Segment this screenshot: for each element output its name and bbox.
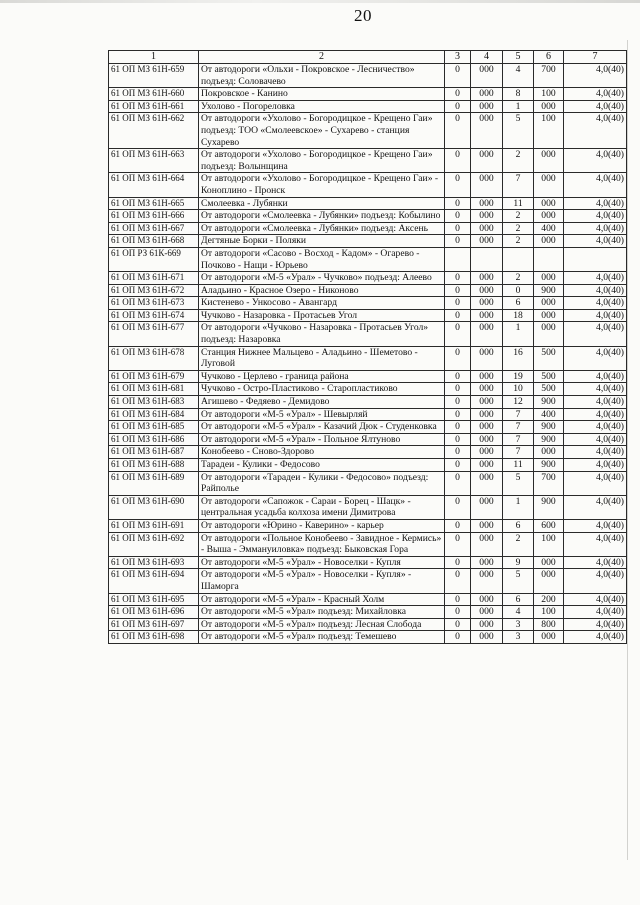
table-row [109, 272, 627, 285]
load-cell: 4,0(40) [564, 606, 627, 619]
end-m-cell: 800 [534, 618, 564, 631]
road-name-cell: Покровское - Канино [199, 88, 445, 101]
end-m-cell: 900 [534, 396, 564, 409]
load-cell: 4,0(40) [564, 569, 627, 593]
load-cell: 4,0(40) [564, 459, 627, 472]
table-row [109, 222, 627, 235]
load-cell: 4,0(40) [564, 346, 627, 370]
load-cell: 4,0(40) [564, 100, 627, 113]
page-number: 20 [354, 6, 372, 25]
load-cell: 4,0(40) [564, 284, 627, 297]
start-m-cell: 000 [471, 235, 503, 248]
end-km-cell: 7 [503, 421, 534, 434]
start-m-cell: 000 [471, 569, 503, 593]
start-m-cell: 000 [471, 471, 503, 495]
start-km-cell: 0 [445, 556, 471, 569]
load-cell: 4,0(40) [564, 210, 627, 223]
table-row [109, 471, 627, 495]
end-m-cell: 000 [534, 297, 564, 310]
end-km-cell: 16 [503, 346, 534, 370]
road-name-cell: От автодороги «Сапожок - Сараи - Борец - Шацк» - центральная усадьба колхоза имени Димитрова [199, 495, 445, 519]
table-row [109, 593, 627, 606]
road-name-cell: От автодороги «М-5 «Урал» - Польное Ялтуново [199, 433, 445, 446]
end-m-cell: 700 [534, 64, 564, 88]
end-km-cell: 2 [503, 149, 534, 173]
start-m-cell: 000 [471, 309, 503, 322]
table-row [109, 556, 627, 569]
end-km-cell [503, 247, 534, 271]
end-km-cell: 6 [503, 593, 534, 606]
end-km-cell: 5 [503, 569, 534, 593]
start-km-cell: 0 [445, 471, 471, 495]
end-m-cell: 200 [534, 593, 564, 606]
end-m-cell: 500 [534, 346, 564, 370]
start-km-cell: 0 [445, 383, 471, 396]
start-km-cell: 0 [445, 88, 471, 101]
end-m-cell: 000 [534, 210, 564, 223]
end-m-cell: 000 [534, 197, 564, 210]
table-row [109, 606, 627, 619]
table-row [109, 408, 627, 421]
load-cell: 4,0(40) [564, 556, 627, 569]
table-row [109, 235, 627, 248]
end-m-cell: 900 [534, 495, 564, 519]
end-m-cell: 000 [534, 446, 564, 459]
end-km-cell: 9 [503, 556, 534, 569]
table-row [109, 383, 627, 396]
road-id-cell: 61 ОП МЗ 61Н-697 [109, 618, 199, 631]
road-id-cell: 61 ОП МЗ 61Н-690 [109, 495, 199, 519]
road-id-cell: 61 ОП МЗ 61Н-664 [109, 173, 199, 197]
load-cell: 4,0(40) [564, 149, 627, 173]
start-km-cell: 0 [445, 631, 471, 644]
start-m-cell: 000 [471, 100, 503, 113]
start-m-cell: 000 [471, 519, 503, 532]
start-m-cell [471, 247, 503, 271]
start-m-cell: 000 [471, 222, 503, 235]
end-km-cell: 6 [503, 519, 534, 532]
end-m-cell: 100 [534, 532, 564, 556]
end-m-cell: 900 [534, 433, 564, 446]
road-id-cell: 61 ОП МЗ 61Н-683 [109, 396, 199, 409]
load-cell: 4,0(40) [564, 532, 627, 556]
road-name-cell: От автодороги «Ухолово - Богородицкое - Крещено Гаи» подъезд: Волынщина [199, 149, 445, 173]
end-km-cell: 0 [503, 284, 534, 297]
road-name-cell: Дегтяные Борки - Поляки [199, 235, 445, 248]
table-row [109, 173, 627, 197]
road-id-cell: 61 ОП МЗ 61Н-668 [109, 235, 199, 248]
start-km-cell: 0 [445, 593, 471, 606]
road-id-cell: 61 ОП МЗ 61Н-673 [109, 297, 199, 310]
table-row [109, 495, 627, 519]
column-header: 6 [534, 51, 564, 64]
column-header: 4 [471, 51, 503, 64]
start-m-cell: 000 [471, 421, 503, 434]
end-km-cell: 5 [503, 471, 534, 495]
road-name-cell: От автодороги «Юрино - Каверино» - карьер [199, 519, 445, 532]
road-name-cell: Кистенево - Ункосово - Авангард [199, 297, 445, 310]
start-km-cell: 0 [445, 618, 471, 631]
end-m-cell: 000 [534, 149, 564, 173]
start-km-cell: 0 [445, 149, 471, 173]
load-cell: 4,0(40) [564, 519, 627, 532]
start-m-cell: 000 [471, 631, 503, 644]
load-cell: 4,0(40) [564, 64, 627, 88]
end-m-cell: 000 [534, 322, 564, 346]
start-m-cell: 000 [471, 433, 503, 446]
start-m-cell: 000 [471, 396, 503, 409]
road-id-cell: 61 ОП МЗ 61Н-659 [109, 64, 199, 88]
start-km-cell: 0 [445, 346, 471, 370]
start-m-cell: 000 [471, 322, 503, 346]
table-header-row [109, 51, 627, 64]
load-cell: 4,0(40) [564, 113, 627, 149]
road-id-cell: 61 ОП МЗ 61Н-671 [109, 272, 199, 285]
table-body [109, 64, 627, 644]
start-km-cell: 0 [445, 197, 471, 210]
end-m-cell: 000 [534, 556, 564, 569]
end-m-cell: 100 [534, 88, 564, 101]
road-name-cell: От автодороги «М-5 «Урал» - Красный Холм [199, 593, 445, 606]
start-km-cell: 0 [445, 210, 471, 223]
road-id-cell: 61 ОП МЗ 61Н-667 [109, 222, 199, 235]
start-km-cell: 0 [445, 113, 471, 149]
start-km-cell: 0 [445, 433, 471, 446]
table-row [109, 459, 627, 472]
table-row [109, 346, 627, 370]
start-km-cell [445, 247, 471, 271]
start-km-cell: 0 [445, 606, 471, 619]
end-km-cell: 3 [503, 631, 534, 644]
road-id-cell: 61 ОП МЗ 61Н-661 [109, 100, 199, 113]
scan-margin-line [627, 40, 628, 860]
start-m-cell: 000 [471, 618, 503, 631]
end-km-cell: 19 [503, 370, 534, 383]
road-id-cell: 61 ОП МЗ 61Н-692 [109, 532, 199, 556]
end-km-cell: 7 [503, 173, 534, 197]
column-header: 7 [564, 51, 627, 64]
road-name-cell: От автодороги «М-5 «Урал» - Новоселки - Купля [199, 556, 445, 569]
end-km-cell: 8 [503, 88, 534, 101]
end-m-cell: 400 [534, 222, 564, 235]
start-km-cell: 0 [445, 532, 471, 556]
end-km-cell: 10 [503, 383, 534, 396]
table-row [109, 210, 627, 223]
end-km-cell: 11 [503, 459, 534, 472]
table-row [109, 433, 627, 446]
start-m-cell: 000 [471, 297, 503, 310]
table-row [109, 322, 627, 346]
end-m-cell: 000 [534, 309, 564, 322]
table-row [109, 64, 627, 88]
road-name-cell: От автодороги «Ухолово - Богородицкое - Крещено Гаи» - Коноплино - Пронск [199, 173, 445, 197]
load-cell: 4,0(40) [564, 433, 627, 446]
load-cell: 4,0(40) [564, 222, 627, 235]
load-cell: 4,0(40) [564, 272, 627, 285]
start-m-cell: 000 [471, 197, 503, 210]
start-km-cell: 0 [445, 272, 471, 285]
end-km-cell: 7 [503, 433, 534, 446]
table-row [109, 532, 627, 556]
start-m-cell: 000 [471, 64, 503, 88]
load-cell: 4,0(40) [564, 446, 627, 459]
load-cell [564, 247, 627, 271]
table-row [109, 618, 627, 631]
road-name-cell: От автодороги «Ольхи - Покровское - Лесничество» подъезд: Соловачево [199, 64, 445, 88]
start-km-cell: 0 [445, 370, 471, 383]
load-cell: 4,0(40) [564, 322, 627, 346]
start-m-cell: 000 [471, 408, 503, 421]
end-m-cell: 100 [534, 606, 564, 619]
end-m-cell: 000 [534, 631, 564, 644]
load-cell: 4,0(40) [564, 471, 627, 495]
road-name-cell: От автодороги «Польное Конобеево - Завидное - Кермись» - Выша - Эммануиловка» подъезд: Быковская Гора [199, 532, 445, 556]
end-km-cell: 6 [503, 297, 534, 310]
load-cell: 4,0(40) [564, 370, 627, 383]
road-name-cell: Агишево - Федяево - Демидово [199, 396, 445, 409]
table-row [109, 149, 627, 173]
start-km-cell: 0 [445, 519, 471, 532]
road-id-cell: 61 ОП МЗ 61Н-689 [109, 471, 199, 495]
start-km-cell: 0 [445, 446, 471, 459]
road-id-cell: 61 ОП МЗ 61Н-681 [109, 383, 199, 396]
start-m-cell: 000 [471, 459, 503, 472]
end-m-cell: 600 [534, 519, 564, 532]
road-id-cell: 61 ОП МЗ 61Н-691 [109, 519, 199, 532]
load-cell: 4,0(40) [564, 297, 627, 310]
start-m-cell: 000 [471, 173, 503, 197]
road-id-cell: 61 ОП МЗ 61Н-665 [109, 197, 199, 210]
start-m-cell: 000 [471, 495, 503, 519]
start-m-cell: 000 [471, 532, 503, 556]
road-id-cell: 61 ОП РЗ 61К-669 [109, 247, 199, 271]
start-km-cell: 0 [445, 495, 471, 519]
road-registry-table [108, 50, 627, 644]
start-m-cell: 000 [471, 383, 503, 396]
table-row [109, 370, 627, 383]
road-id-cell: 61 ОП МЗ 61Н-688 [109, 459, 199, 472]
load-cell: 4,0(40) [564, 235, 627, 248]
end-km-cell: 7 [503, 408, 534, 421]
end-m-cell: 000 [534, 235, 564, 248]
table-row [109, 519, 627, 532]
road-id-cell: 61 ОП МЗ 61Н-686 [109, 433, 199, 446]
table-row [109, 197, 627, 210]
end-km-cell: 4 [503, 64, 534, 88]
start-km-cell: 0 [445, 408, 471, 421]
table-row [109, 247, 627, 271]
start-m-cell: 000 [471, 556, 503, 569]
table-row [109, 631, 627, 644]
road-id-cell: 61 ОП МЗ 61Н-666 [109, 210, 199, 223]
end-km-cell: 18 [503, 309, 534, 322]
road-id-cell: 61 ОП МЗ 61Н-672 [109, 284, 199, 297]
column-header: 1 [109, 51, 199, 64]
end-km-cell: 1 [503, 322, 534, 346]
end-km-cell: 5 [503, 113, 534, 149]
start-m-cell: 000 [471, 346, 503, 370]
road-name-cell: От автодороги «М-5 «Урал» подъезд: Темешево [199, 631, 445, 644]
start-m-cell: 000 [471, 149, 503, 173]
end-m-cell: 500 [534, 383, 564, 396]
road-name-cell: От автодороги «М-5 «Урал» - Казачий Дюк - Студенковка [199, 421, 445, 434]
load-cell: 4,0(40) [564, 396, 627, 409]
load-cell: 4,0(40) [564, 618, 627, 631]
end-m-cell: 900 [534, 284, 564, 297]
end-m-cell: 000 [534, 173, 564, 197]
start-km-cell: 0 [445, 235, 471, 248]
table-row [109, 446, 627, 459]
start-km-cell: 0 [445, 64, 471, 88]
start-m-cell: 000 [471, 606, 503, 619]
start-km-cell: 0 [445, 297, 471, 310]
road-name-cell: Станция Нижнее Мальцево - Аладьино - Шеметово - Луговой [199, 346, 445, 370]
start-m-cell: 000 [471, 113, 503, 149]
end-km-cell: 2 [503, 222, 534, 235]
road-name-cell: От автодороги «Смолеевка - Лубянки» подъезд: Аксень [199, 222, 445, 235]
road-id-cell: 61 ОП МЗ 61Н-677 [109, 322, 199, 346]
load-cell: 4,0(40) [564, 197, 627, 210]
road-id-cell: 61 ОП МЗ 61Н-687 [109, 446, 199, 459]
road-name-cell: Чучково - Остро-Пластиково - Старопластиково [199, 383, 445, 396]
end-km-cell: 2 [503, 210, 534, 223]
road-name-cell: От автодороги «М-5 «Урал» - Чучково» подъезд: Алеево [199, 272, 445, 285]
road-id-cell: 61 ОП МЗ 61Н-662 [109, 113, 199, 149]
road-name-cell: От автодороги «Сасово - Восход - Кадом» - Огарево - Почково - Нащи - Юрьево [199, 247, 445, 271]
column-header: 2 [199, 51, 445, 64]
start-km-cell: 0 [445, 173, 471, 197]
start-km-cell: 0 [445, 396, 471, 409]
end-m-cell: 400 [534, 408, 564, 421]
table-row [109, 421, 627, 434]
road-id-cell: 61 ОП МЗ 61Н-696 [109, 606, 199, 619]
table-row [109, 569, 627, 593]
road-id-cell: 61 ОП МЗ 61Н-663 [109, 149, 199, 173]
end-m-cell: 700 [534, 471, 564, 495]
table-row [109, 309, 627, 322]
road-id-cell: 61 ОП МЗ 61Н-693 [109, 556, 199, 569]
load-cell: 4,0(40) [564, 631, 627, 644]
road-id-cell: 61 ОП МЗ 61Н-674 [109, 309, 199, 322]
load-cell: 4,0(40) [564, 408, 627, 421]
table-row [109, 100, 627, 113]
scan-top-edge [0, 0, 640, 3]
end-m-cell: 000 [534, 569, 564, 593]
road-name-cell: Аладьино - Красное Озеро - Никоново [199, 284, 445, 297]
load-cell: 4,0(40) [564, 421, 627, 434]
road-id-cell: 61 ОП МЗ 61Н-685 [109, 421, 199, 434]
column-header: 3 [445, 51, 471, 64]
road-name-cell: От автодороги «М-5 «Урал» подъезд: Михайловка [199, 606, 445, 619]
end-km-cell: 2 [503, 235, 534, 248]
end-km-cell: 7 [503, 446, 534, 459]
end-km-cell: 11 [503, 197, 534, 210]
road-name-cell: Смолеевка - Лубянки [199, 197, 445, 210]
road-id-cell: 61 ОП МЗ 61Н-679 [109, 370, 199, 383]
column-header: 5 [503, 51, 534, 64]
start-km-cell: 0 [445, 284, 471, 297]
load-cell: 4,0(40) [564, 309, 627, 322]
load-cell: 4,0(40) [564, 173, 627, 197]
start-m-cell: 000 [471, 446, 503, 459]
end-km-cell: 4 [503, 606, 534, 619]
road-name-cell: Конобеево - Сново-Здорово [199, 446, 445, 459]
table-row [109, 88, 627, 101]
table-row [109, 297, 627, 310]
start-km-cell: 0 [445, 309, 471, 322]
start-m-cell: 000 [471, 88, 503, 101]
road-name-cell: От автодороги «Смолеевка - Лубянки» подъезд: Кобылино [199, 210, 445, 223]
road-name-cell: Тарадеи - Кулики - Федосово [199, 459, 445, 472]
table-row [109, 396, 627, 409]
end-m-cell: 000 [534, 100, 564, 113]
start-km-cell: 0 [445, 569, 471, 593]
road-id-cell: 61 ОП МЗ 61Н-684 [109, 408, 199, 421]
road-name-cell: От автодороги «Ухолово - Богородицкое - Крещено Гаи» подъезд: ТОО «Смолеевское» - Сухарево - станция Сухарево [199, 113, 445, 149]
start-km-cell: 0 [445, 322, 471, 346]
start-m-cell: 000 [471, 284, 503, 297]
start-m-cell: 000 [471, 272, 503, 285]
road-id-cell: 61 ОП МЗ 61Н-694 [109, 569, 199, 593]
end-m-cell: 900 [534, 421, 564, 434]
road-name-cell: От автодороги «М-5 «Урал» - Шевырляй [199, 408, 445, 421]
table-row [109, 284, 627, 297]
load-cell: 4,0(40) [564, 593, 627, 606]
road-name-cell: От автодороги «Тарадеи - Кулики - Федосово» подъезд: Райполье [199, 471, 445, 495]
start-m-cell: 000 [471, 210, 503, 223]
end-km-cell: 1 [503, 495, 534, 519]
road-id-cell: 61 ОП МЗ 61Н-698 [109, 631, 199, 644]
road-name-cell: От автодороги «Чучково - Назаровка - Протасьев Угол» подъезд: Назаровка [199, 322, 445, 346]
start-km-cell: 0 [445, 100, 471, 113]
end-m-cell [534, 247, 564, 271]
end-m-cell: 500 [534, 370, 564, 383]
road-id-cell: 61 ОП МЗ 61Н-695 [109, 593, 199, 606]
end-km-cell: 3 [503, 618, 534, 631]
start-km-cell: 0 [445, 421, 471, 434]
start-m-cell: 000 [471, 370, 503, 383]
load-cell: 4,0(40) [564, 88, 627, 101]
start-km-cell: 0 [445, 222, 471, 235]
end-km-cell: 2 [503, 532, 534, 556]
road-name-cell: От автодороги «М-5 «Урал» подъезд: Лесная Слобода [199, 618, 445, 631]
end-km-cell: 2 [503, 272, 534, 285]
load-cell: 4,0(40) [564, 495, 627, 519]
road-name-cell: От автодороги «М-5 «Урал» - Новоселки - Купля» - Шаморга [199, 569, 445, 593]
road-name-cell: Чучково - Церлево - граница района [199, 370, 445, 383]
road-name-cell: Чучково - Назаровка - Протасьев Угол [199, 309, 445, 322]
load-cell: 4,0(40) [564, 383, 627, 396]
end-m-cell: 100 [534, 113, 564, 149]
road-name-cell: Ухолово - Погореловка [199, 100, 445, 113]
table-row [109, 113, 627, 149]
end-km-cell: 1 [503, 100, 534, 113]
end-m-cell: 900 [534, 459, 564, 472]
start-m-cell: 000 [471, 593, 503, 606]
start-km-cell: 0 [445, 459, 471, 472]
end-m-cell: 000 [534, 272, 564, 285]
end-km-cell: 12 [503, 396, 534, 409]
road-id-cell: 61 ОП МЗ 61Н-660 [109, 88, 199, 101]
road-id-cell: 61 ОП МЗ 61Н-678 [109, 346, 199, 370]
